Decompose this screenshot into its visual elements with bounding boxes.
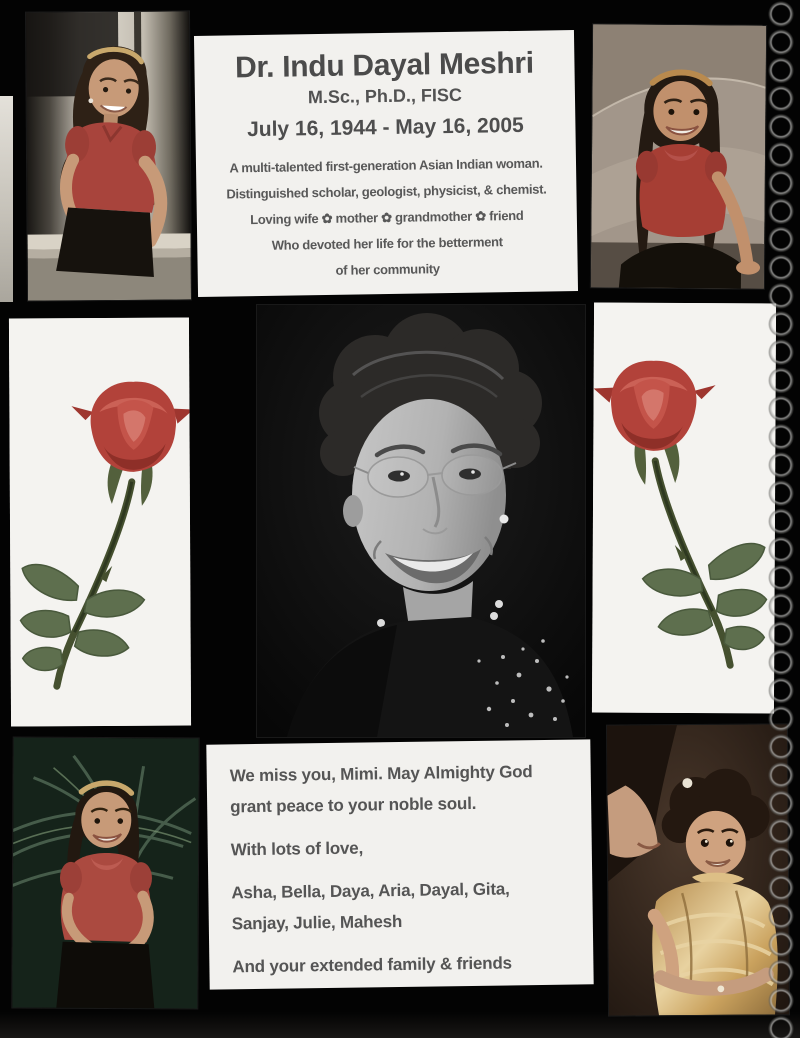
tribute-line: Loving wife ✿ mother ✿ grandmother ✿ friend (250, 207, 524, 228)
message-paragraph (231, 829, 586, 865)
tribute-line: A multi-talented first-generation Asian Indian woman. (229, 155, 543, 176)
tribute-line: Distinguished scholar, geologist, physicist, & chemist. (226, 181, 547, 202)
message-line: And your extended family & friends (232, 953, 512, 977)
rose-panel-right (592, 303, 776, 714)
tribute-line: of her community (335, 261, 440, 278)
photo-girl-top-left (26, 11, 191, 300)
photo-girl-top-right (591, 24, 766, 288)
family-message-panel (206, 739, 593, 989)
message-paragraph (232, 946, 587, 982)
memorial-header-panel (194, 30, 578, 297)
message-paragraph (229, 739, 585, 822)
binder-rings-icon (754, 0, 800, 1038)
girl-palms-illustration (12, 738, 198, 1009)
photo-portrait-center (257, 305, 585, 737)
page-edge-sliver (0, 96, 13, 302)
rose-image (9, 318, 191, 727)
rose-panel-left (9, 318, 191, 727)
message-line: With lots of love, (230, 838, 364, 860)
message-line: Sanjay, Julie, Mahesh (231, 911, 403, 934)
portrait-illustration (257, 305, 585, 737)
young-girl-steps-illustration (591, 24, 766, 288)
photo-girl-bottom-left (12, 738, 198, 1009)
message-paragraph (231, 872, 587, 939)
message-line: Asha, Bella, Daya, Aria, Dayal, Gita, (231, 879, 510, 903)
rose-image (592, 303, 776, 714)
life-dates: July 16, 1944 - May 16, 2005 (246, 113, 524, 142)
tribute-text (196, 150, 578, 286)
girl-red-top-illustration (26, 11, 191, 300)
deceased-name: Dr. Indu Dayal Meshri (234, 46, 535, 85)
tribute-line: Who devoted her life for the betterment (271, 234, 503, 253)
message-line: We miss you, Mimi. May Almighty God (229, 762, 533, 786)
credentials: M.Sc., Ph.D., FISC (307, 84, 463, 108)
message-line: grant peace to your noble soul. (230, 793, 477, 817)
